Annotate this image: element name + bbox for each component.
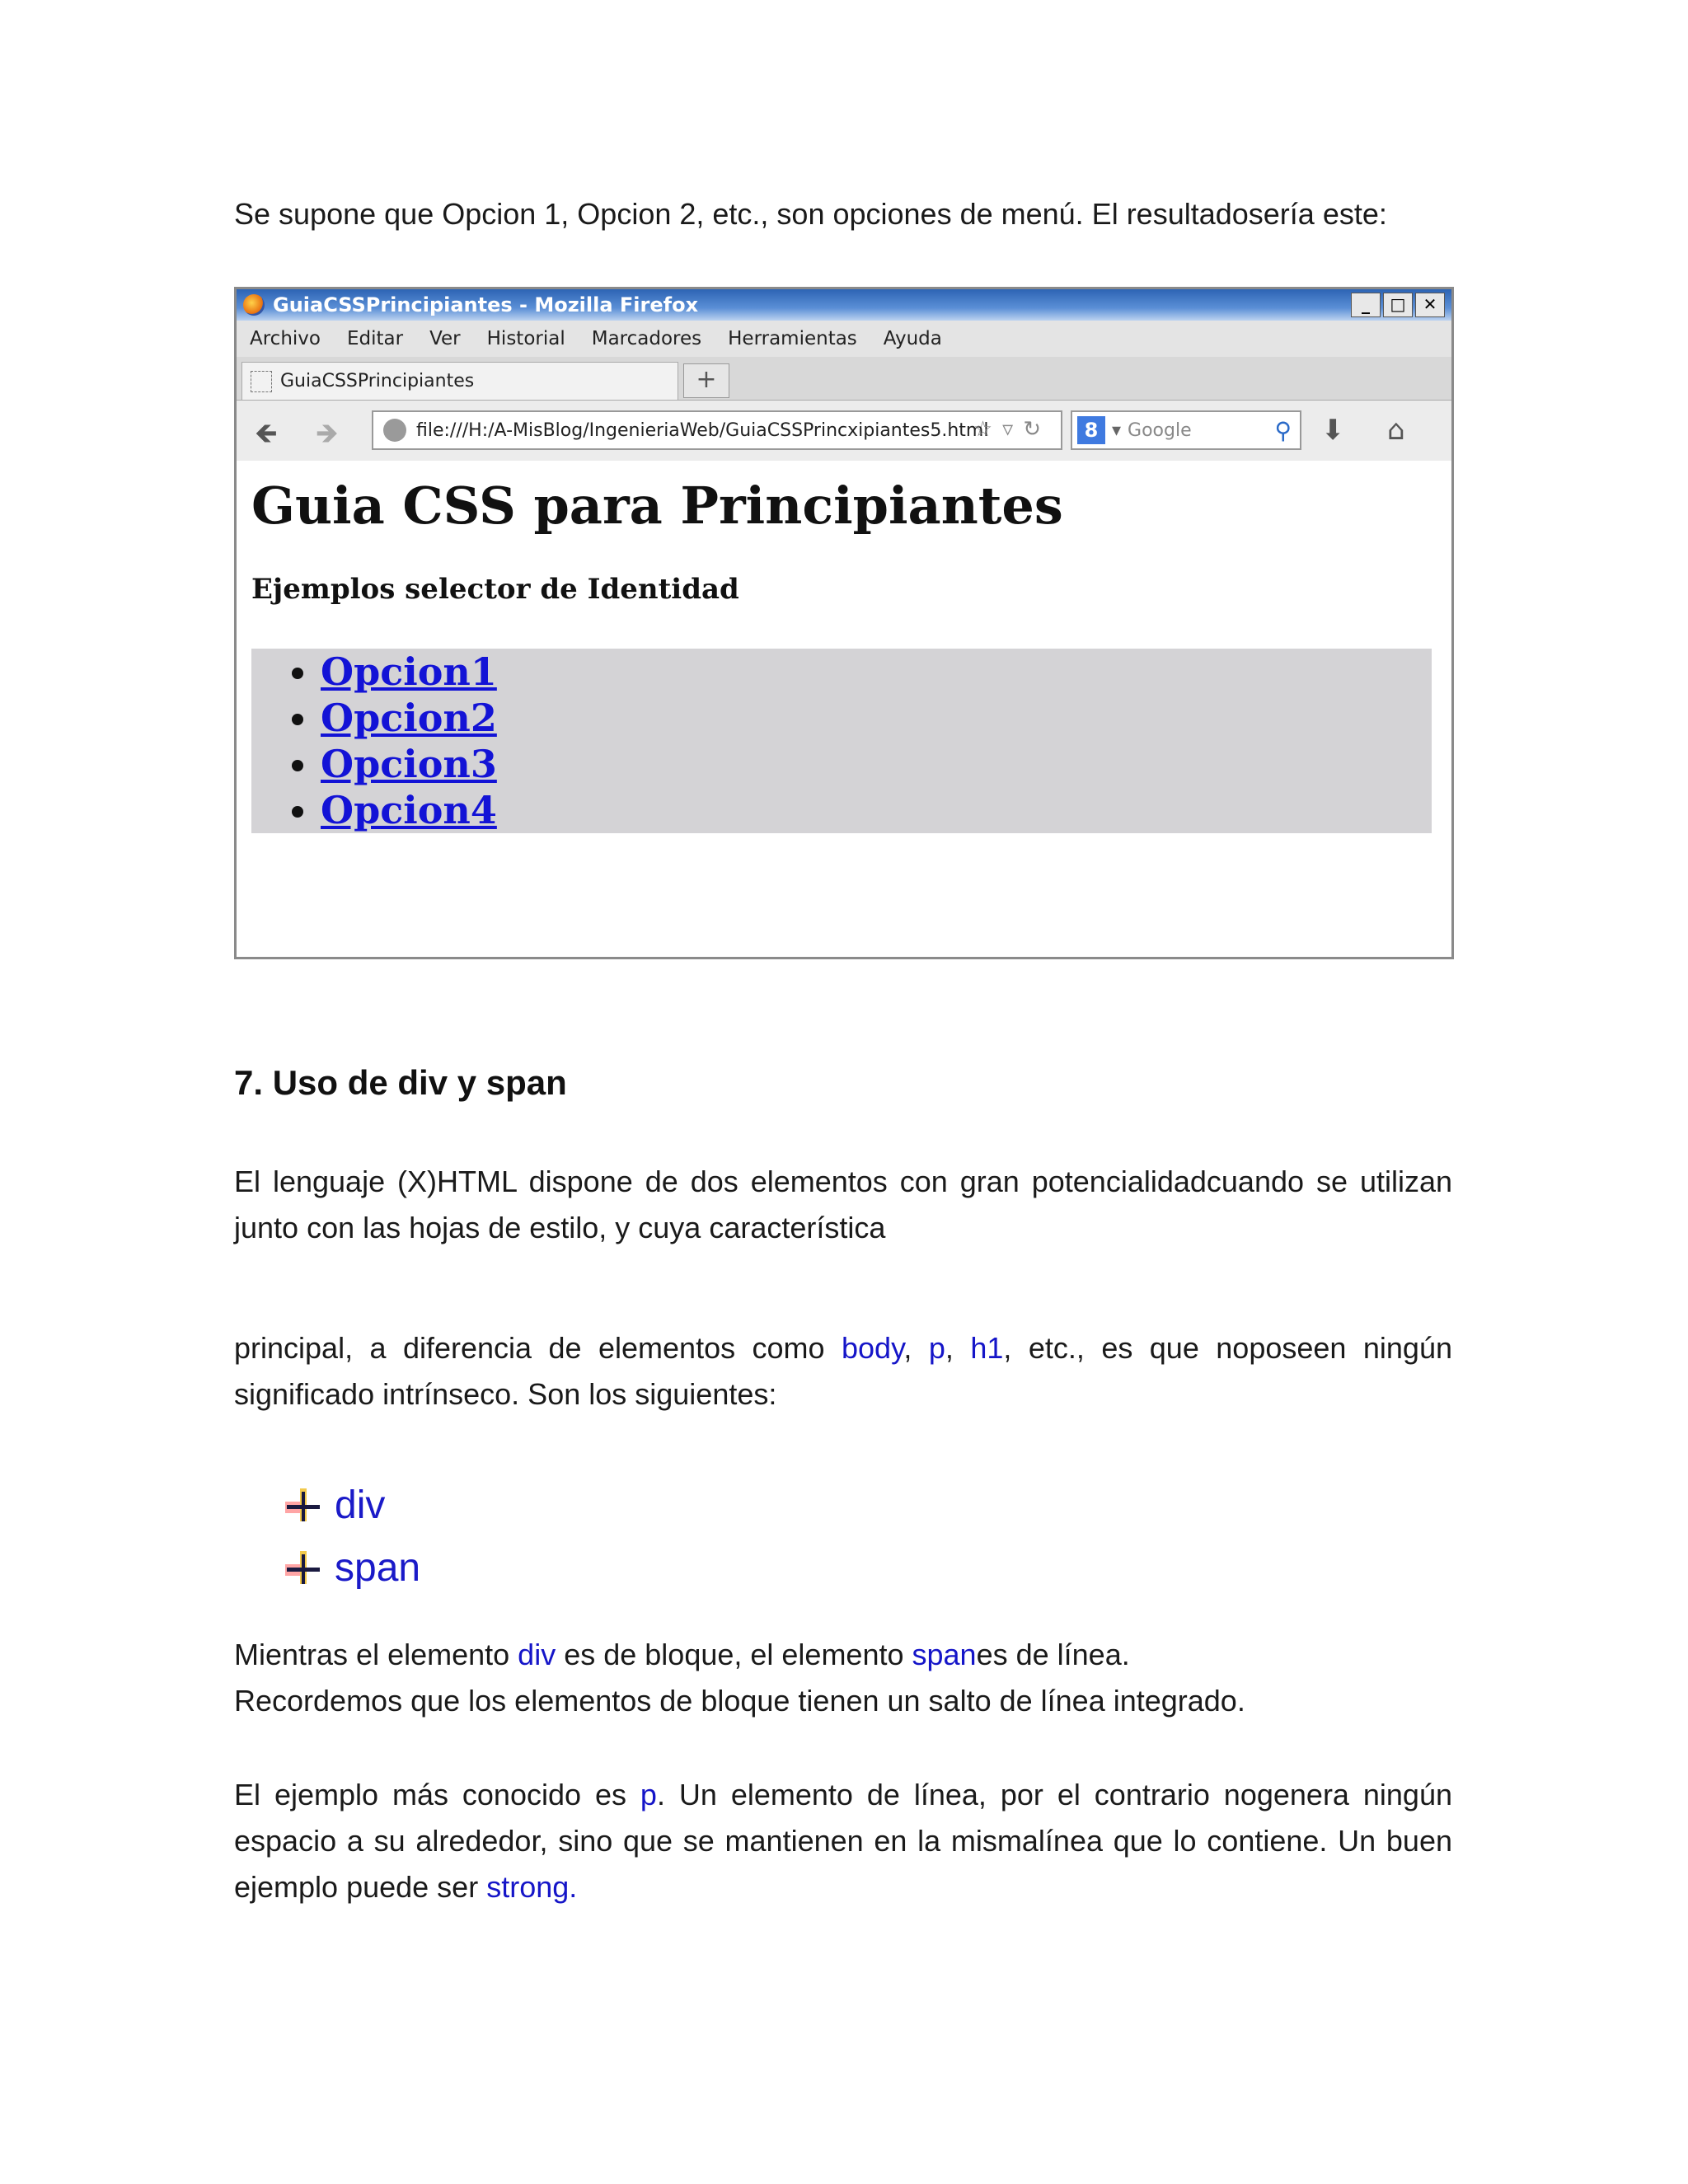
text-span: Mientras el elemento — [234, 1638, 518, 1671]
menu-item-marcadores[interactable]: Marcadores — [591, 328, 702, 349]
maximize-button[interactable]: □ — [1383, 293, 1413, 317]
paragraph-4 — [234, 1772, 1452, 1910]
tab-strip — [237, 357, 1451, 401]
new-tab-button[interactable]: + — [683, 363, 729, 398]
globe-icon — [383, 419, 406, 442]
page-favicon-icon — [251, 371, 272, 392]
search-placeholder: Google — [1128, 419, 1192, 441]
text-span: . Un elemento de línea, por el contrario nogenera ningún espacio a su alrededor, sino que se mantienen en la mismalínea que lo contiene. Un buen ejemplo puede ser — [234, 1778, 1452, 1904]
menu-item-ayuda[interactable]: Ayuda — [883, 328, 942, 349]
menu-item-archivo[interactable]: Archivo — [250, 328, 321, 349]
window-controls — [1351, 293, 1445, 317]
keyword-h1: h1 — [970, 1331, 1004, 1365]
download-icon[interactable]: ⬇ — [1321, 414, 1345, 447]
window-title: GuiaCSSPrincipiantes - Mozilla Firefox — [273, 293, 699, 316]
section-heading: 7. Uso de div y span — [234, 1063, 567, 1102]
url-text: file:///H:/A-MisBlog/IngenieriaWeb/GuiaCSSPrincxipiantes5.html — [416, 419, 989, 441]
keyword-body: body — [842, 1331, 904, 1365]
home-icon[interactable]: ⌂ — [1387, 414, 1405, 447]
browser-viewport — [237, 461, 1451, 957]
browser-screenshot — [234, 287, 1454, 959]
bullet-icon — [284, 1548, 323, 1587]
menu-item-ver[interactable]: Ver — [429, 328, 461, 349]
firefox-icon — [243, 294, 265, 316]
demo-menu — [251, 649, 1432, 833]
bullet-label-div: div — [335, 1483, 386, 1527]
bookmark-star-icon[interactable]: ☆▿↻ — [973, 417, 1051, 442]
google-icon[interactable]: 8 — [1077, 416, 1105, 444]
menu-link-opcion4[interactable]: Opcion4 — [321, 788, 497, 832]
tab-guiacss[interactable] — [241, 362, 678, 400]
page-subtitle: Ejemplos selector de Identidad — [251, 573, 739, 606]
list-item — [321, 787, 1432, 833]
keyword-span: span — [912, 1638, 977, 1671]
intro-paragraph: Se supone que Opcion 1, Opcion 2, etc., son opciones de menú. El resultadosería este: — [234, 197, 1387, 231]
window-titlebar — [237, 289, 1451, 321]
search-icon[interactable]: ⚲ — [1274, 417, 1292, 444]
paragraph-2 — [234, 1325, 1452, 1418]
page-title: Guia CSS para Principiantes — [251, 476, 1063, 536]
text-span: , — [903, 1331, 929, 1365]
search-engine-dropdown-icon[interactable]: ▾ — [1112, 419, 1122, 441]
menu-item-editar[interactable]: Editar — [346, 328, 404, 349]
keyword-p: p — [928, 1331, 945, 1365]
search-bar[interactable] — [1071, 410, 1301, 450]
menu-item-historial[interactable]: Historial — [486, 328, 565, 349]
menu-link-opcion1[interactable]: Opcion1 — [321, 649, 497, 694]
keyword-p: p — [640, 1778, 657, 1811]
navigation-toolbar — [237, 401, 1451, 463]
paragraph-1: El lenguaje (X)HTML dispone de dos elementos con gran potencialidadcuando se utilizan junto con las hojas de estilo, y cuya característica — [234, 1165, 1452, 1244]
list-item — [284, 1536, 420, 1599]
keyword-strong: strong. — [486, 1870, 578, 1904]
element-list — [284, 1474, 420, 1599]
paragraph-3 — [234, 1632, 1452, 1724]
keyword-div: div — [518, 1638, 556, 1671]
tab-label: GuiaCSSPrincipiantes — [280, 371, 475, 391]
minimize-button[interactable]: _ — [1351, 293, 1381, 317]
url-bar[interactable] — [372, 410, 1062, 450]
text-span: , etc., es que noposeen ningún significado intrínseco. Son los siguientes: — [234, 1331, 1452, 1411]
text-span: El ejemplo más conocido es — [234, 1778, 640, 1811]
list-item — [321, 741, 1432, 787]
text-span: Recordemos que los elementos de bloque tienen un salto de línea integrado. — [234, 1684, 1245, 1718]
text-span: , — [945, 1331, 971, 1365]
menu-bar — [237, 321, 1451, 357]
text-span: principal, a diferencia de elementos como — [234, 1331, 842, 1365]
forward-arrow-icon[interactable]: 🡺 — [316, 417, 339, 450]
menu-item-herramientas[interactable]: Herramientas — [728, 328, 857, 349]
text-span: es de bloque, el elemento — [556, 1638, 912, 1671]
text-span: es de línea. — [976, 1638, 1130, 1671]
back-arrow-icon[interactable]: 🡸 — [255, 417, 278, 450]
close-button[interactable]: ✕ — [1415, 293, 1445, 317]
list-item — [321, 649, 1432, 695]
menu-link-opcion3[interactable]: Opcion3 — [321, 742, 497, 786]
menu-link-opcion2[interactable]: Opcion2 — [321, 696, 497, 740]
list-item — [321, 695, 1432, 741]
bullet-label-span: span — [335, 1545, 421, 1590]
bullet-icon — [284, 1485, 323, 1525]
list-item — [284, 1474, 420, 1536]
